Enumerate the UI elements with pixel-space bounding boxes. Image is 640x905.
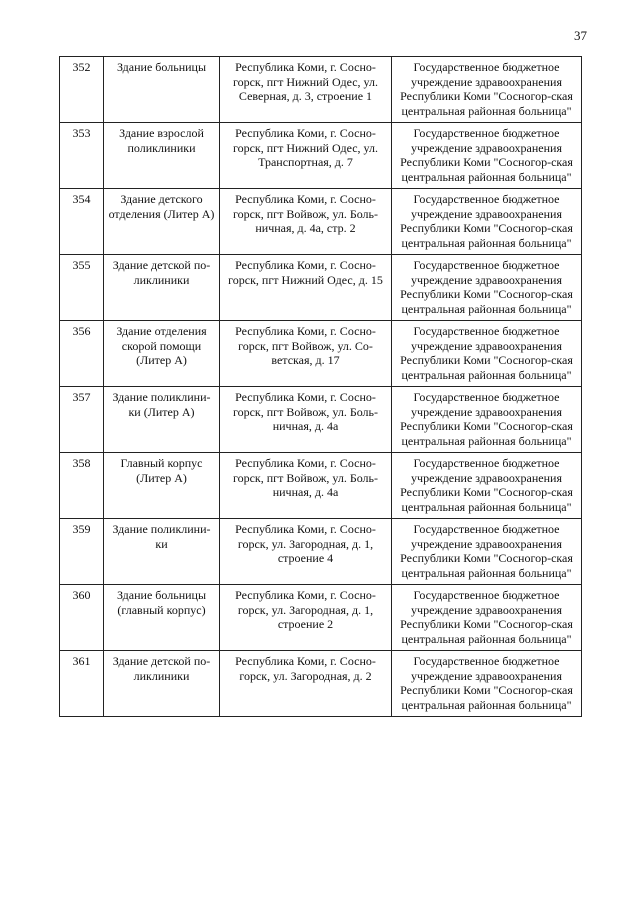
object-address: Республика Коми, г. Сосно-горск, пгт Войвож, ул. Боль-ничная, д. 4а <box>220 453 392 519</box>
object-owner: Государственное бюджетное учреждение здравоохранения Республики Коми "Сосногор-ская центральная районная больница" <box>392 57 582 123</box>
table-row <box>60 57 582 123</box>
page-number: 37 <box>574 28 587 43</box>
object-owner: Государственное бюджетное учреждение здравоохранения Республики Коми "Сосногор-ская центральная районная больница" <box>392 519 582 585</box>
object-name: Здание детской по-ликлиники <box>104 255 220 321</box>
object-name: Главный корпус (Литер А) <box>104 453 220 519</box>
object-address: Республика Коми, г. Сосно-горск, пгт Войвож, ул. Со-ветская, д. 17 <box>220 321 392 387</box>
row-number: 360 <box>60 585 104 651</box>
table-row <box>60 189 582 255</box>
object-address: Республика Коми, г. Сосно-горск, пгт Нижний Одес, ул. Транспортная, д. 7 <box>220 123 392 189</box>
object-address: Республика Коми, г. Сосно-горск, пгт Войвож, ул. Боль-ничная, д. 4а, стр. 2 <box>220 189 392 255</box>
table-row <box>60 585 582 651</box>
object-owner: Государственное бюджетное учреждение здравоохранения Республики Коми "Сосногор-ская центральная районная больница" <box>392 123 582 189</box>
object-owner: Государственное бюджетное учреждение здравоохранения Республики Коми "Сосногор-ская центральная районная больница" <box>392 189 582 255</box>
row-number: 361 <box>60 651 104 717</box>
object-address: Республика Коми, г. Сосно-горск, ул. Загородная, д. 1, строение 4 <box>220 519 392 585</box>
object-name: Здание взрослой поликлиники <box>104 123 220 189</box>
object-address: Республика Коми, г. Сосно-горск, пгт Нижний Одес, д. 15 <box>220 255 392 321</box>
object-owner: Государственное бюджетное учреждение здравоохранения Республики Коми "Сосногор-ская центральная районная больница" <box>392 321 582 387</box>
object-name: Здание больницы (главный корпус) <box>104 585 220 651</box>
table-row <box>60 519 582 585</box>
property-registry-table <box>59 56 582 717</box>
object-address: Республика Коми, г. Сосно-горск, пгт Нижний Одес, ул. Северная, д. 3, строение 1 <box>220 57 392 123</box>
row-number: 352 <box>60 57 104 123</box>
table-row <box>60 123 582 189</box>
row-number: 353 <box>60 123 104 189</box>
table-row <box>60 651 582 717</box>
object-name: Здание детского отделения (Литер А) <box>104 189 220 255</box>
object-address: Республика Коми, г. Сосно-горск, ул. Загородная, д. 2 <box>220 651 392 717</box>
row-number: 354 <box>60 189 104 255</box>
object-name: Здание больницы <box>104 57 220 123</box>
object-owner: Государственное бюджетное учреждение здравоохранения Республики Коми "Сосногор-ская центральная районная больница" <box>392 453 582 519</box>
row-number: 357 <box>60 387 104 453</box>
object-owner: Государственное бюджетное учреждение здравоохранения Республики Коми "Сосногор-ская центральная районная больница" <box>392 255 582 321</box>
row-number: 355 <box>60 255 104 321</box>
object-name: Здание детской по-ликлиники <box>104 651 220 717</box>
object-name: Здание поликлини-ки <box>104 519 220 585</box>
object-owner: Государственное бюджетное учреждение здравоохранения Республики Коми "Сосногор-ская центральная районная больница" <box>392 585 582 651</box>
table-row <box>60 453 582 519</box>
object-owner: Государственное бюджетное учреждение здравоохранения Республики Коми "Сосногор-ская центральная районная больница" <box>392 651 582 717</box>
row-number: 359 <box>60 519 104 585</box>
object-address: Республика Коми, г. Сосно-горск, ул. Загородная, д. 1, строение 2 <box>220 585 392 651</box>
object-owner: Государственное бюджетное учреждение здравоохранения Республики Коми "Сосногор-ская центральная районная больница" <box>392 387 582 453</box>
object-name: Здание отделения скорой помощи (Литер А) <box>104 321 220 387</box>
table-row <box>60 255 582 321</box>
table-row <box>60 321 582 387</box>
table-row <box>60 387 582 453</box>
object-address: Республика Коми, г. Сосно-горск, пгт Войвож, ул. Боль-ничная, д. 4а <box>220 387 392 453</box>
row-number: 356 <box>60 321 104 387</box>
row-number: 358 <box>60 453 104 519</box>
object-name: Здание поликлини-ки (Литер А) <box>104 387 220 453</box>
